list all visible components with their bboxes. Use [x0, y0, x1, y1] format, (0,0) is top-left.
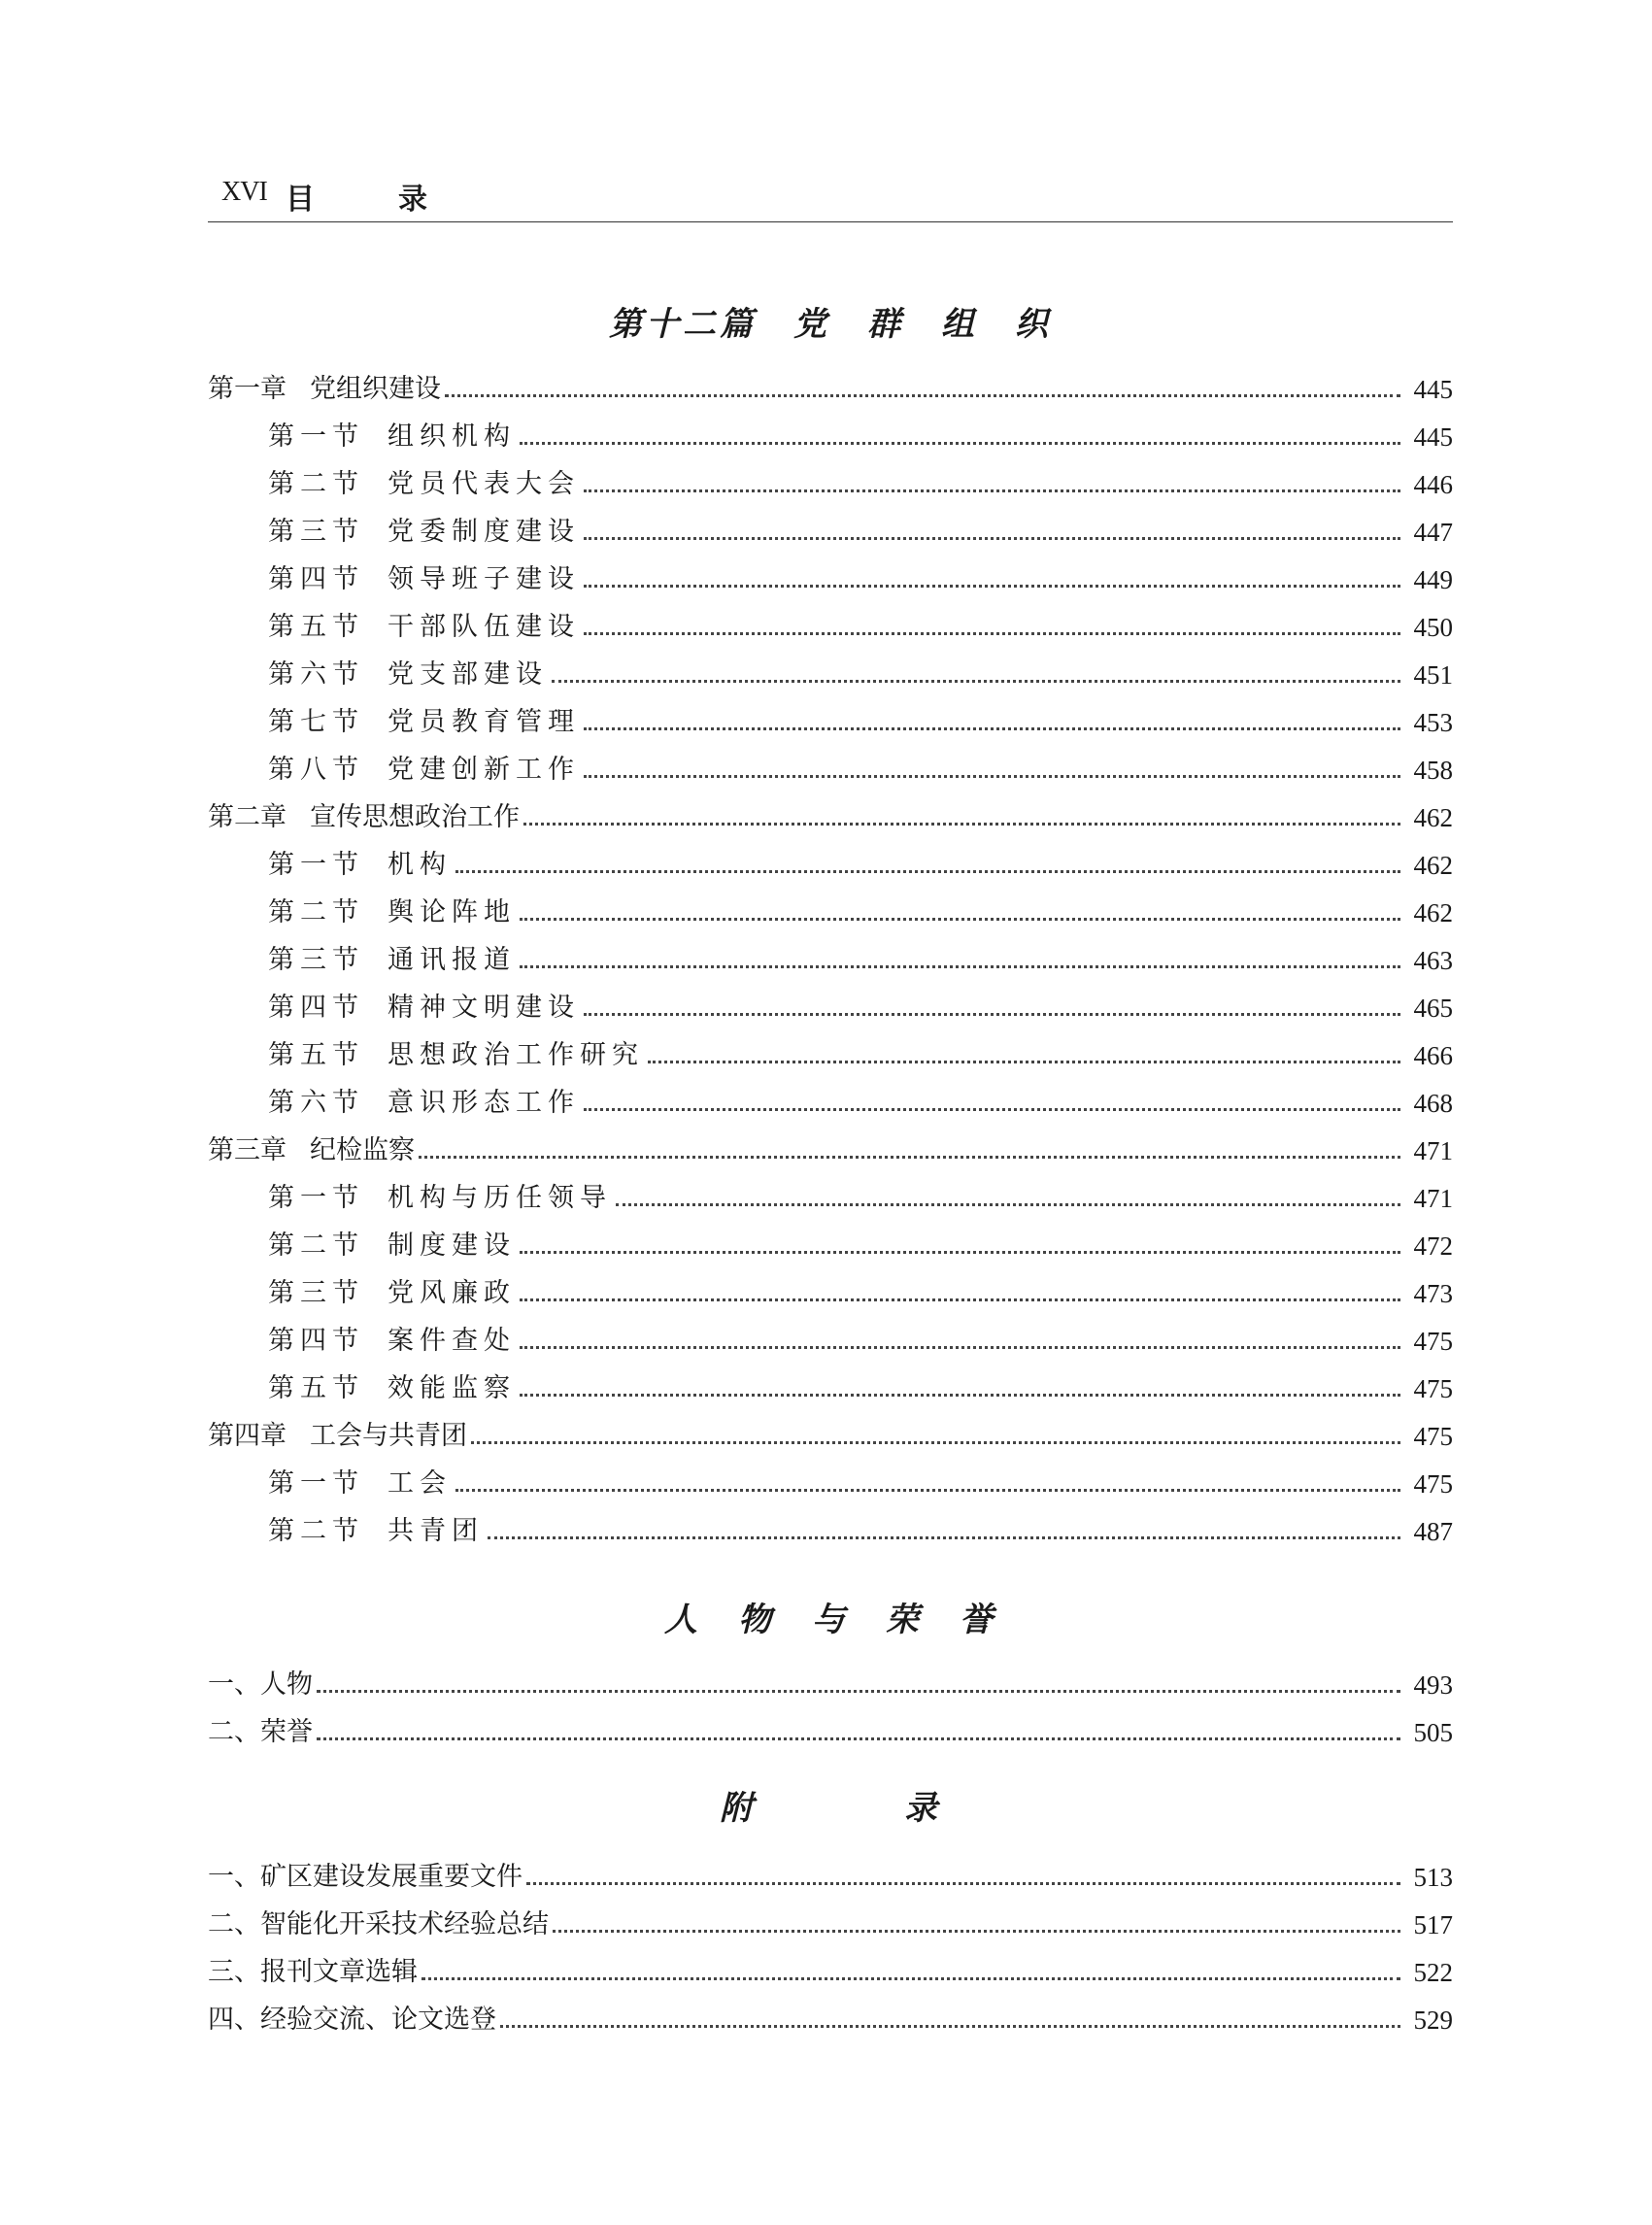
toc-entry-number: 第五节: [268, 1373, 364, 1403]
toc-section-row: [208, 1033, 1453, 1072]
toc-entry-number: 第五节: [268, 1040, 364, 1070]
toc-section-row: [208, 1319, 1453, 1358]
toc-leader-dots: [584, 585, 1400, 588]
toc-section-row: [208, 1271, 1453, 1310]
toc-entry-title: 三、报刊文章选辑: [208, 1957, 418, 1987]
toc-entry-number: 第二节: [268, 1516, 364, 1546]
toc-leader-dots: [419, 1156, 1400, 1159]
toc-section-row: [208, 938, 1453, 977]
toc-leader-dots: [584, 775, 1400, 778]
toc-page-number: 449: [1413, 565, 1453, 594]
toc-item-row: [208, 1663, 1453, 1702]
toc-section-row: [208, 605, 1453, 644]
toc-entry-title: 领导班子建设: [388, 564, 580, 594]
toc-entry-title: 党委制度建设: [388, 517, 580, 547]
toc-leader-dots: [526, 1882, 1400, 1885]
toc-entry-number: 第二节: [268, 897, 364, 927]
toc-item-row: [208, 1855, 1453, 1894]
toc-leader-dots: [552, 680, 1400, 683]
toc-entry-label: [208, 563, 580, 596]
header-title-char-2: 录: [398, 183, 427, 217]
toc-entry-title: 共青团: [388, 1516, 484, 1546]
toc-page-number: 462: [1413, 803, 1453, 832]
toc-leader-dots: [500, 2025, 1400, 2028]
toc-leader-dots: [520, 1394, 1400, 1397]
toc-leader-dots: [584, 632, 1400, 635]
toc-item-row: [208, 1998, 1453, 2037]
toc-entry-label: [208, 1420, 467, 1453]
toc-entry-number: 第二章: [208, 802, 287, 832]
toc-leader-dots: [523, 823, 1400, 826]
toc-entry-number: 第三节: [268, 1278, 364, 1308]
toc-page-number: 465: [1413, 994, 1453, 1023]
toc-page-number: 473: [1413, 1279, 1453, 1308]
toc-entry-label: [208, 516, 580, 549]
toc-entry-label: [208, 1325, 516, 1358]
toc-page-number: 447: [1413, 518, 1453, 547]
page-numeral: XVI: [221, 177, 267, 207]
toc-entry-number: 第三节: [268, 517, 364, 547]
toc-leader-dots: [421, 1977, 1400, 1980]
toc-entry-label: [208, 1908, 549, 1941]
toc-page-number: 493: [1413, 1670, 1453, 1700]
toc-entry-title: 机构与历任领导: [388, 1183, 612, 1213]
toc-leader-dots: [317, 1690, 1400, 1693]
header-title-char-1: 目: [286, 183, 315, 217]
toc-section-row: [208, 1176, 1453, 1215]
toc-entry-number: 第二节: [268, 469, 364, 499]
toc-entry-label: [208, 1039, 644, 1072]
toc-entry-number: 第四节: [268, 564, 364, 594]
toc-page-number: 475: [1413, 1422, 1453, 1451]
toc-leader-dots: [584, 1013, 1400, 1016]
toc-entry-label: [208, 1716, 313, 1749]
toc-page-number: 475: [1413, 1327, 1453, 1356]
toc-entry-title: 一、人物: [208, 1669, 313, 1700]
toc-entry-title: 二、荣誉: [208, 1717, 313, 1747]
toc-item-row: [208, 1710, 1453, 1749]
part-title: 第十二篇 党 群 组 织: [609, 305, 1052, 344]
toc-section-row: [208, 748, 1453, 787]
toc-entry-label: [208, 1372, 516, 1405]
toc-leader-dots: [317, 1737, 1400, 1740]
toc-page-number: 472: [1413, 1231, 1453, 1261]
toc-page-number: 453: [1413, 708, 1453, 737]
toc-entry-label: [208, 468, 580, 501]
toc-page-number: 471: [1413, 1184, 1453, 1213]
toc-entry-title: 精神文明建设: [388, 993, 580, 1023]
toc-chapter-row: [208, 795, 1453, 834]
toc-chapter-row: [208, 1129, 1453, 1167]
appendix-title: 附 录: [720, 1789, 941, 1828]
toc-item-row: [208, 1903, 1453, 1941]
toc-section-row: [208, 415, 1453, 454]
toc-page-number: 475: [1413, 1469, 1453, 1499]
toc-leader-dots: [445, 394, 1400, 397]
toc-page-number: 445: [1413, 375, 1453, 404]
toc-leader-dots: [520, 442, 1400, 445]
toc-entry-title: 一、矿区建设发展重要文件: [208, 1862, 523, 1892]
toc-leader-dots: [584, 537, 1400, 540]
toc-section-row: [208, 557, 1453, 596]
toc-section-row: [208, 1366, 1453, 1405]
toc-entry-title: 效能监察: [388, 1373, 516, 1403]
toc-entry-title: 机构: [388, 850, 452, 880]
toc-leader-dots: [520, 918, 1400, 921]
toc-entry-label: [208, 373, 441, 406]
toc-entry-number: 第一节: [268, 421, 364, 452]
toc-leader-dots: [648, 1061, 1400, 1063]
toc-entry-label: [208, 801, 520, 834]
toc-entry-number: 第一节: [268, 1468, 364, 1499]
toc-entry-label: [208, 1956, 418, 1989]
toc-page-number: 471: [1413, 1136, 1453, 1165]
toc-page-number: 529: [1413, 2006, 1453, 2035]
toc-entry-label: [208, 1467, 452, 1500]
toc-entry-label: [208, 611, 580, 644]
toc-entry-label: [208, 944, 516, 977]
toc-entry-number: 第六节: [268, 659, 364, 690]
toc-entry-title: 四、经验交流、论文选登: [208, 2005, 496, 2035]
toc-page-number: 463: [1413, 946, 1453, 975]
toc-entry-title: 党员代表大会: [388, 469, 580, 499]
toc-entry-title: 案件查处: [388, 1326, 516, 1356]
toc-entry-number: 第一节: [268, 1183, 364, 1213]
toc-leader-dots: [584, 1108, 1400, 1111]
toc-entry-number: 第一章: [208, 374, 287, 404]
toc-entry-title: 组织机构: [388, 421, 516, 452]
toc-leader-dots: [520, 1298, 1400, 1301]
toc-entry-label: [208, 1134, 415, 1167]
toc-entry-title: 二、智能化开采技术经验总结: [208, 1909, 549, 1939]
toc-page-number: 522: [1413, 1958, 1453, 1987]
toc-leader-dots: [455, 870, 1400, 873]
running-header: [208, 171, 1453, 222]
toc-entry-title: 党组织建设: [310, 374, 441, 404]
toc-entry-number: 第八节: [268, 755, 364, 785]
toc-entry-title: 党风廉政: [388, 1278, 516, 1308]
toc-section-row: [208, 891, 1453, 929]
toc-page-number: 505: [1413, 1718, 1453, 1747]
toc-entry-title: 党支部建设: [388, 659, 548, 690]
toc-entry-title: 舆论阵地: [388, 897, 516, 927]
toc-entry-label: [208, 992, 580, 1025]
toc-entry-title: 工会与共青团: [310, 1421, 467, 1451]
toc-entry-label: [208, 754, 580, 787]
toc-entry-label: [208, 849, 452, 882]
toc-page-number: 487: [1413, 1517, 1453, 1546]
toc-page-number: 475: [1413, 1374, 1453, 1403]
toc-entry-title: 通讯报道: [388, 945, 516, 975]
toc-entry-title: 党员教育管理: [388, 707, 580, 737]
toc-entry-title: 宣传思想政治工作: [310, 802, 520, 832]
toc-entry-number: 第四章: [208, 1421, 287, 1451]
toc-entry-number: 第二节: [268, 1230, 364, 1261]
toc-entry-label: [208, 1230, 516, 1263]
toc-page-number: 458: [1413, 756, 1453, 785]
toc-entry-title: 思想政治工作研究: [388, 1040, 644, 1070]
toc-section-row: [208, 510, 1453, 549]
toc-entry-label: [208, 1515, 484, 1548]
toc-entry-label: [208, 1861, 523, 1894]
toc-leader-dots: [488, 1536, 1400, 1539]
toc-leader-dots: [520, 1346, 1400, 1349]
toc-page-number: 517: [1413, 1910, 1453, 1939]
toc-leader-dots: [471, 1441, 1400, 1444]
toc-entry-title: 工会: [388, 1468, 452, 1499]
toc-item-row: [208, 1950, 1453, 1989]
toc-entry-title: 意识形态工作: [388, 1088, 580, 1118]
people-title: 人 物 与 荣 誉: [664, 1601, 996, 1639]
toc-entry-title: 制度建设: [388, 1230, 516, 1261]
toc-page-number: 466: [1413, 1041, 1453, 1070]
toc-entry-title: 党建创新工作: [388, 755, 580, 785]
toc-entry-label: [208, 2004, 496, 2037]
toc-page-number: 462: [1413, 851, 1453, 880]
toc-page-number: 446: [1413, 470, 1453, 499]
toc-leader-dots: [520, 1251, 1400, 1254]
toc-leader-dots: [455, 1489, 1400, 1492]
toc-chapter-row: [208, 367, 1453, 406]
toc-section-row: [208, 653, 1453, 691]
toc-section-row: [208, 1462, 1453, 1500]
toc-page-number: 513: [1413, 1863, 1453, 1892]
toc-leader-dots: [584, 727, 1400, 730]
toc-entry-label: [208, 1087, 580, 1120]
toc-entry-number: 第五节: [268, 612, 364, 642]
toc-section-row: [208, 1081, 1453, 1120]
toc-entry-number: 第六节: [268, 1088, 364, 1118]
toc-section-row: [208, 1224, 1453, 1263]
toc-page-number: 468: [1413, 1089, 1453, 1118]
toc-page-number: 450: [1413, 613, 1453, 642]
toc-entry-label: [208, 1182, 612, 1215]
toc-entry-number: 第四节: [268, 993, 364, 1023]
toc-entry-label: [208, 421, 516, 454]
toc-entry-number: 第三节: [268, 945, 364, 975]
toc-entry-label: [208, 658, 548, 691]
toc-entry-title: 干部队伍建设: [388, 612, 580, 642]
toc-section-row: [208, 843, 1453, 882]
toc-leader-dots: [616, 1203, 1400, 1206]
toc-chapter-row: [208, 1414, 1453, 1453]
toc-entry-title: 纪检监察: [310, 1135, 415, 1165]
toc-section-row: [208, 986, 1453, 1025]
toc-page-number: 462: [1413, 898, 1453, 927]
toc-leader-dots: [584, 489, 1400, 492]
toc-entry-label: [208, 1277, 516, 1310]
toc-leader-dots: [520, 965, 1400, 968]
toc-section-row: [208, 1509, 1453, 1548]
toc-entry-number: 第三章: [208, 1135, 287, 1165]
toc-section-row: [208, 462, 1453, 501]
toc-entry-label: [208, 706, 580, 739]
toc-entry-number: 第四节: [268, 1326, 364, 1356]
toc-page-number: 445: [1413, 422, 1453, 452]
toc-entry-number: 第一节: [268, 850, 364, 880]
toc-entry-number: 第七节: [268, 707, 364, 737]
toc-entry-label: [208, 1669, 313, 1702]
toc-section-row: [208, 700, 1453, 739]
toc-leader-dots: [553, 1930, 1400, 1933]
toc-page-number: 451: [1413, 660, 1453, 690]
toc-entry-label: [208, 896, 516, 929]
